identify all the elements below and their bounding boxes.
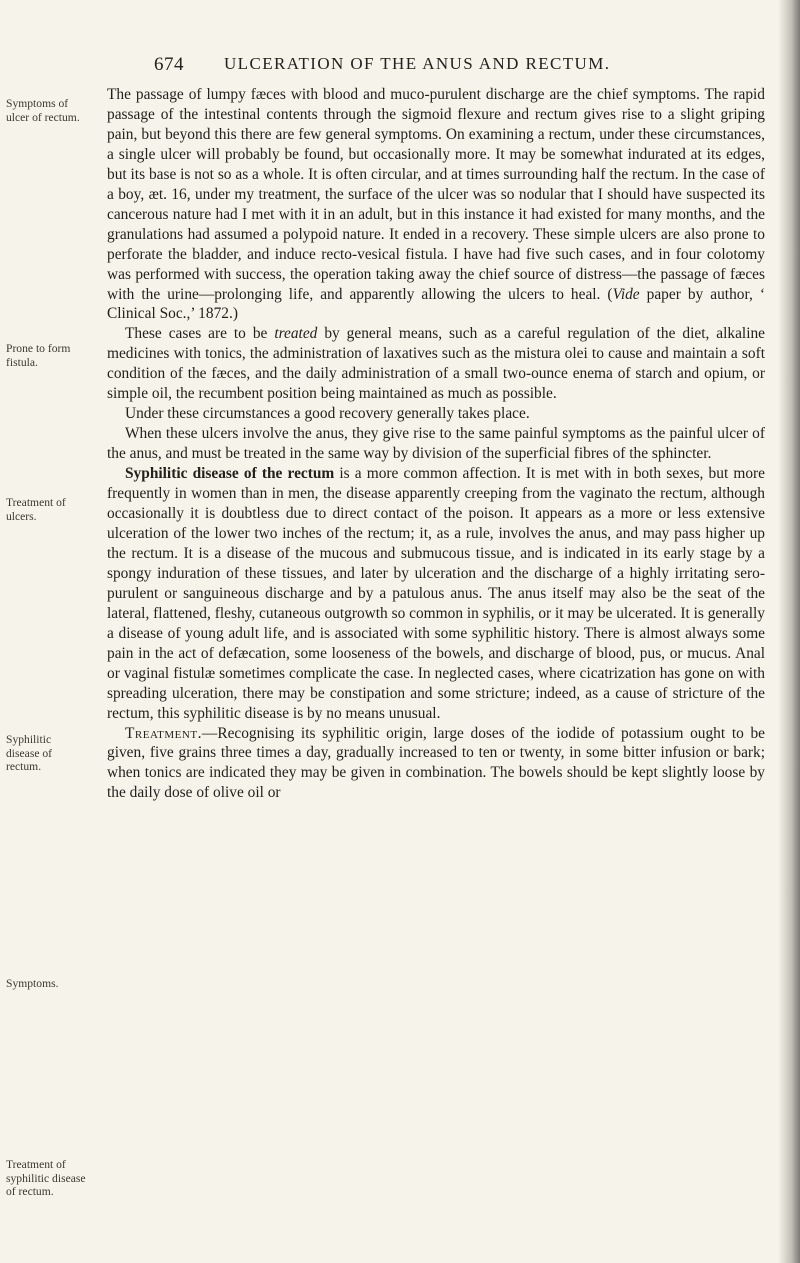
page-edge-shadow — [778, 0, 800, 1263]
page-number: 674 — [154, 54, 184, 75]
body-text — [107, 85, 765, 803]
sidenote-symptoms-ulcer: Symptoms of ulcer of rectum. — [6, 97, 80, 124]
page-header — [154, 54, 754, 80]
paragraph-recovery: Under these circumstances a good recovery generally takes place. — [125, 405, 530, 423]
sidenote-symptoms: Symptoms. — [6, 977, 59, 990]
paragraph-treatment: These cases are to be treated by general means, such as a careful regulation of the diet, alkaline medicines with tonics, the administration of laxatives such as the mistura olei to cause and maintain a soft condition of the fæces, and the daily administration of a small two-ounce enema of starch and opium, or simple oil, the recumbent position being maintained as much as possible. — [107, 325, 765, 403]
sidenote-treatment-syphilitic: Treatment of syphilitic disease of rectum. — [6, 1158, 86, 1198]
paragraph-anus: When these ulcers involve the anus, they give rise to the same painful symptoms as the painful ulcer of the anus, and must be treated in the same way by division of the superficial fibres of the sphincter. — [107, 425, 765, 463]
running-head: ULCERATION OF THE ANUS AND RECTUM. — [224, 54, 611, 73]
paragraph-syphilitic-treatment: Treatment.—Recognising its syphilitic origin, large doses of the iodide of potassium ought to be given, five grains three times a day, gradually increased to ten or twenty, in some bitter infusion or bark; when tonics are indicated they may be given in combination. The bowels should be kept slightly loose by the daily dose of olive oil or — [107, 724, 765, 802]
sidenote-prone-fistula: Prone to form fistula. — [6, 342, 71, 369]
paragraph-symptoms: The passage of lumpy fæces with blood and muco-purulent discharge are the chief symptoms. The rapid passage of the intestinal contents through the sigmoid flexure and rectum gives rise to a slight griping pain, but beyond this there are few general symptoms. On examining a rectum, under these circumstances, a single ulcer will probably be found, but occasionally more. It may be somewhat indurated at its edges, but its base is not so as a whole. It is often circular, and at times surrounding half the rectum. In the case of a boy, æt. 16, under my treatment, the surface of the ulcer was so nodular that I should have suspected its cancerous nature had I met with it in an adult, but in this instance it had existed for many months, and the granulations had assumed a polypoid nature. It ended in a recovery. These simple ulcers are also prone to perforate the bladder, and induce recto-vesical fistula. I have had five such cases, and in four colotomy was performed with success, the operation taking away the chief source of distress—the passage of fæces with the urine—prolonging life, and apparently allowing the ulcers to heal. (Vide paper by author, ‘ Clinical Soc.,’ 1872.) — [107, 86, 765, 323]
sidenote-treatment-ulcers: Treatment of ulcers. — [6, 496, 66, 523]
sidenote-syphilitic-disease: Syphilitic disease of rectum. — [6, 733, 53, 773]
paragraph-syphilitic: Syphilitic disease of the rectum is a more common affection. It is met with in both sexes, but more frequently in women than in men, the disease apparently creeping from the vaginato the rectum, although occasionally it is doubtless due to direct contact of the poison. It appears as a more or less extensive ulceration of the lower two inches of the rectum; it, as a rule, involves the anus, and may pass higher up the rectum. It is a disease of the mucous and submucous tissue, and is indicated in its early stage by a spongy induration of these tissues, and later by ulceration and the discharge of a highly irritating sero-purulent or sanguineous discharge and by a patulous anus. The anus itself may also be the seat of the lateral, flattened, fleshy, cutaneous outgrowth so common in syphilis, or it may be ulcerated. It is generally a disease of young adult life, and is associated with some syphilitic history. There is almost always some pain in the act of defæcation, some looseness of the bowels, and discharge of blood, pus, or mucus. Anal or vaginal fistulæ sometimes complicate the case. In neglected cases, where cicatrization has gone on with spreading ulceration, there may be constipation and some stricture; indeed, as a cause of stricture of the rectum, this syphilitic disease is by no means unusual. — [107, 465, 765, 722]
